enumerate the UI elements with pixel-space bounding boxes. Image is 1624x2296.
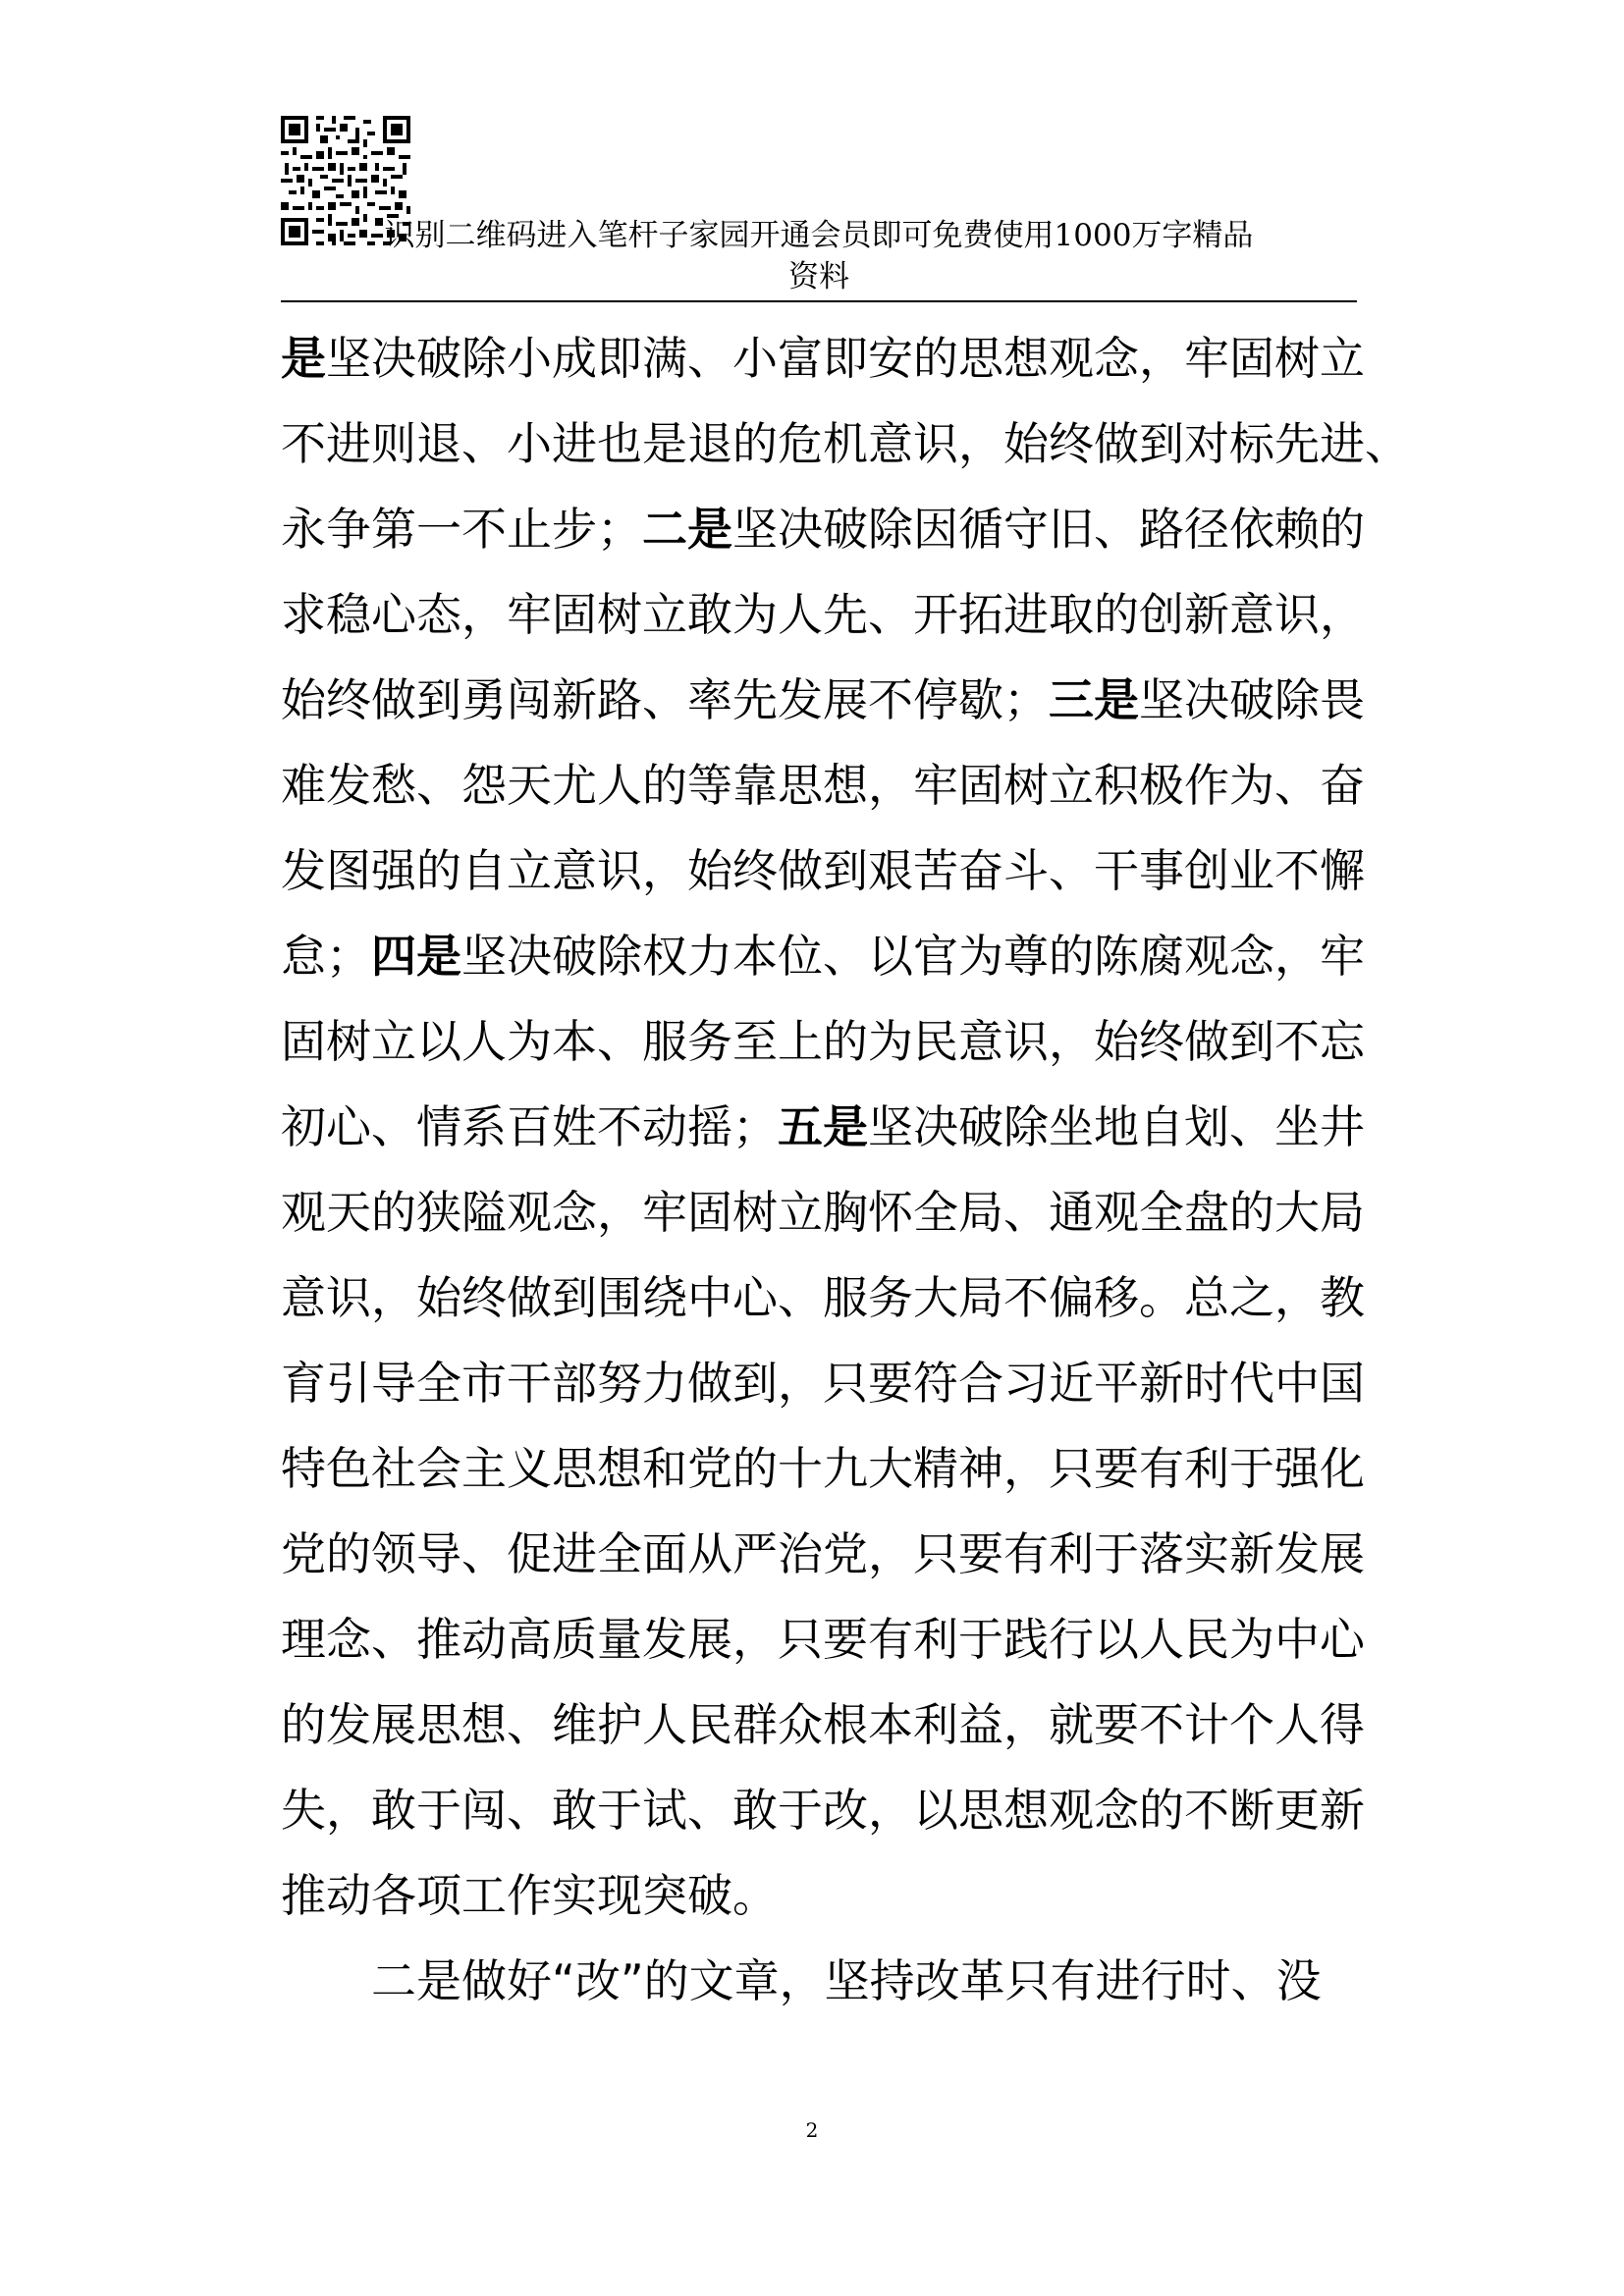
body-line bbox=[281, 743, 1365, 828]
body-line bbox=[281, 401, 1410, 487]
text-run: 党的领导、促进全面从严治党，只要有利于落实新发展 bbox=[281, 1527, 1365, 1580]
text-run: 坚决破除坐地自划、坐井 bbox=[868, 1100, 1365, 1153]
bold-ordinal: 是 bbox=[281, 332, 326, 385]
body-line bbox=[281, 1341, 1365, 1426]
text-run: 理念、推动高质量发展，只要有利于践行以人民为中心 bbox=[281, 1613, 1365, 1666]
body-line bbox=[281, 1255, 1365, 1341]
text-run: 固树立以人为本、服务至上的为民意识，始终做到不忘 bbox=[281, 1015, 1365, 1068]
text-run: 的发展思想、维护人民群众根本利益，就要不计个人得 bbox=[281, 1698, 1365, 1751]
text-run: 坚决破除畏 bbox=[1139, 673, 1365, 726]
bold-ordinal: 四是 bbox=[371, 930, 461, 983]
body-line bbox=[281, 316, 1365, 401]
text-run: 特色社会主义思想和党的十九大精神，只要有利于强化 bbox=[281, 1442, 1365, 1495]
body-line bbox=[281, 999, 1365, 1085]
body-line bbox=[281, 658, 1365, 743]
text-run: 坚决破除因循守旧、路径依赖的 bbox=[732, 503, 1365, 556]
header-promo-line-1: 识别二维码进入笔杆子家园开通会员即可免费使用1000万字精品 bbox=[384, 218, 1254, 253]
bold-ordinal: 五是 bbox=[778, 1100, 868, 1153]
body-line bbox=[281, 828, 1365, 914]
header-promo-line-2: 资料 bbox=[788, 259, 849, 294]
body-line bbox=[281, 1085, 1365, 1170]
text-run: 育引导全市干部努力做到，只要符合习近平新时代中国 bbox=[281, 1357, 1365, 1410]
page-number: 2 bbox=[805, 2118, 819, 2142]
bold-ordinal: 二是 bbox=[642, 503, 732, 556]
header-promo-text bbox=[281, 215, 1357, 297]
text-run: 失，敢于闯、敢于试、敢于改，以思想观念的不断更新 bbox=[281, 1784, 1365, 1837]
body-line bbox=[281, 1597, 1365, 1682]
body-line bbox=[281, 487, 1365, 572]
body-line bbox=[281, 572, 1365, 658]
body-line bbox=[281, 1682, 1365, 1768]
document-body bbox=[281, 316, 1410, 2024]
text-run: 意识，始终做到围绕中心、服务大局不偏移。总之，教 bbox=[281, 1271, 1365, 1324]
text-run: 发图强的自立意识，始终做到艰苦奋斗、干事创业不懈 bbox=[281, 844, 1365, 897]
text-run: 难发愁、怨天尤人的等靠思想，牢固树立积极作为、奋 bbox=[281, 759, 1365, 812]
body-line bbox=[281, 1853, 1357, 1939]
text-run: 坚决破除小成即满、小富即安的思想观念，牢固树立 bbox=[326, 332, 1365, 385]
text-run: 坚决破除权力本位、以官为尊的陈腐观念，牢 bbox=[461, 930, 1365, 983]
body-line bbox=[281, 1170, 1365, 1255]
body-line bbox=[281, 914, 1365, 999]
text-run: 始终做到勇闯新路、率先发展不停歇； bbox=[281, 673, 1049, 726]
text-run: 永争第一不止步； bbox=[281, 503, 642, 556]
body-line bbox=[281, 1512, 1365, 1597]
header-divider bbox=[281, 300, 1357, 302]
body-line bbox=[281, 1426, 1365, 1512]
text-run: 不进则退、小进也是退的危机意识，始终做到对标先进、 bbox=[281, 417, 1410, 470]
text-run: 怠； bbox=[281, 930, 371, 983]
page-header bbox=[281, 116, 1357, 304]
text-run: 初心、情系百姓不动摇； bbox=[281, 1100, 778, 1153]
text-run: 求稳心态，牢固树立敢为人先、开拓进取的创新意识， bbox=[281, 588, 1365, 641]
body-line bbox=[281, 1768, 1365, 1853]
text-run: 二是做好“改”的文章，坚持改革只有进行时、没 bbox=[281, 1954, 1322, 2007]
text-run: 观天的狭隘观念，牢固树立胸怀全局、通观全盘的大局 bbox=[281, 1186, 1365, 1239]
bold-ordinal: 三是 bbox=[1049, 673, 1139, 726]
body-line bbox=[281, 1939, 1357, 2024]
text-run: 推动各项工作实现突破。 bbox=[281, 1869, 778, 1922]
